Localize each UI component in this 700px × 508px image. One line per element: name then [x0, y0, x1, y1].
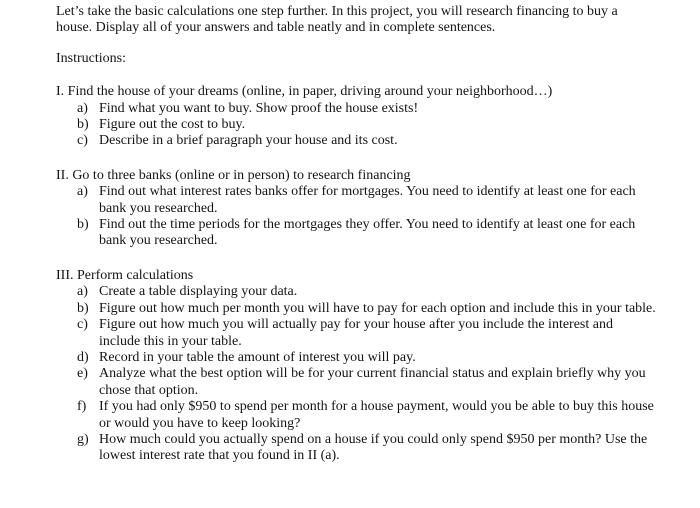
assignment-document: [56, 4, 656, 465]
item-text: How much could you actually spend on a house if you could only spend $950 per month? Use the lowest interest rate that you found in II (a).: [99, 431, 648, 464]
instructions-label: Instructions:: [56, 50, 126, 66]
item-marker: g): [77, 431, 89, 447]
list-item: [56, 133, 656, 149]
section-2: [56, 168, 656, 250]
item-text: Find out what interest rates banks offer for mortgages. You need to identify at least one for each bank you researched.: [99, 184, 636, 216]
list-item: [56, 301, 656, 317]
item-list: [56, 101, 656, 150]
section-title: III. Perform calculations: [56, 267, 194, 283]
item-marker: a): [77, 184, 88, 200]
item-text: Describe in a brief paragraph your house and its cost.: [99, 133, 398, 149]
list-item: [56, 366, 656, 399]
item-text: Find what you want to buy. Show proof the house exists!: [99, 100, 419, 116]
item-marker: b): [77, 217, 89, 233]
section-1: [56, 84, 656, 150]
item-list: [56, 284, 656, 464]
section-title: I. Find the house of your dreams (online, in paper, driving around your neighborhood…): [56, 84, 553, 100]
list-item: [56, 184, 656, 217]
list-item: [56, 317, 656, 350]
item-marker: b): [77, 117, 89, 133]
item-marker: c): [77, 317, 88, 333]
item-marker: d): [77, 349, 89, 365]
item-marker: a): [77, 100, 88, 116]
section-title: II. Go to three banks (online or in person) to research financing: [56, 167, 411, 183]
item-text: Figure out how much per month you will have to pay for each option and include this in your table.: [99, 300, 656, 316]
list-item: [56, 284, 656, 300]
item-marker: b): [77, 300, 89, 316]
item-marker: f): [77, 399, 87, 415]
list-item: [56, 399, 656, 432]
item-list: [56, 184, 656, 250]
item-text: Figure out how much you will actually pay for your house after you include the interest and include this in your table.: [99, 317, 613, 349]
item-text: Find out the time periods for the mortgages they offer. You need to identify at least one for each bank you researched.: [99, 217, 636, 249]
list-item: [56, 350, 656, 366]
intro-paragraph: Let’s take the basic calculations one step further. In this project, you will research financing to buy a house. Display all of your answers and table neatly and in complete sentences.: [56, 4, 618, 36]
item-text: Figure out the cost to buy.: [99, 117, 246, 133]
item-marker: c): [77, 133, 88, 149]
item-text: If you had only $950 to spend per month for a house payment, would you be able to buy this house or would you have to keep looking?: [99, 399, 654, 431]
item-text: Create a table displaying your data.: [99, 284, 298, 300]
item-marker: e): [77, 366, 88, 382]
list-item: [56, 217, 656, 250]
item-text: Analyze what the best option will be for your current financial status and explain briefly why you chose that option.: [99, 366, 646, 398]
item-marker: a): [77, 284, 88, 300]
list-item: [56, 101, 656, 117]
item-text: Record in your table the amount of interest you will pay.: [99, 349, 416, 365]
list-item: [56, 432, 656, 465]
list-item: [56, 117, 656, 133]
section-3: [56, 268, 656, 465]
